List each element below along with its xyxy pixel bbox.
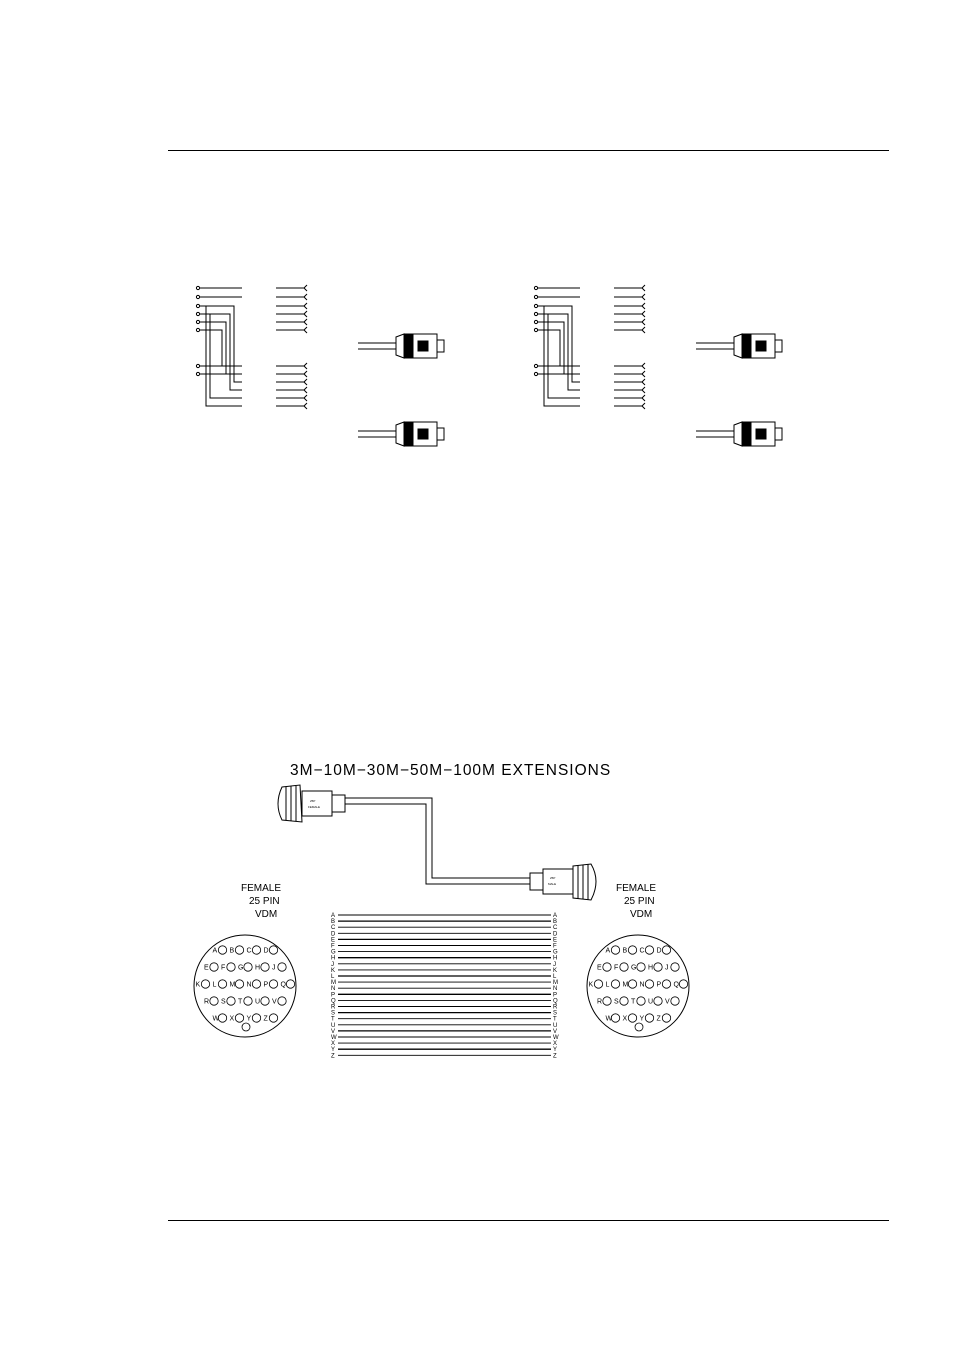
pin-socket (261, 963, 269, 971)
terminal-dot (196, 372, 199, 375)
wire-hook (642, 395, 645, 401)
cable-connector-left (278, 785, 345, 822)
wiring-schematic-right (534, 285, 782, 446)
left-connector-label-type: FEMALE (241, 883, 282, 894)
wire-label-left: Z (331, 1053, 335, 1060)
pin-label: T (631, 998, 636, 1006)
pin-socket (278, 963, 286, 971)
pin-label: Y (246, 1015, 252, 1023)
pin-socket (611, 1014, 619, 1022)
wire-hook (642, 379, 645, 385)
pin-socket (637, 997, 645, 1005)
wire-label-left: B (331, 919, 336, 926)
pin-label: N (246, 981, 252, 989)
pin-label: P (656, 981, 662, 989)
extension-diagram (194, 762, 689, 1059)
pin-socket (645, 1014, 653, 1022)
pin-label: X (229, 1015, 235, 1023)
pin-label: J (272, 964, 276, 972)
pin-label: E (597, 964, 602, 972)
plug-tip (437, 428, 444, 440)
pin-label: U (648, 998, 654, 1006)
pin-label: F (221, 964, 226, 972)
left-connector-label-name: VDM (255, 909, 278, 920)
wire-label-right: T (553, 1016, 557, 1023)
terminal-dot (534, 312, 537, 315)
pin-label: Z (263, 1015, 268, 1023)
extension-cable (345, 798, 530, 884)
wire-hook (304, 303, 307, 309)
pin-socket (210, 997, 218, 1005)
pin-label: C (639, 947, 645, 955)
wire-label-left: X (331, 1041, 336, 1048)
wire-label-right: W (553, 1035, 559, 1041)
terminal-dot (196, 304, 199, 307)
pin-socket (628, 980, 636, 988)
pin-label: W (212, 1015, 220, 1023)
pin-socket (235, 1014, 243, 1022)
wire-hook (642, 294, 645, 300)
wire-hook (304, 403, 307, 409)
pin-label: E (204, 964, 209, 972)
svg-text:25P: 25P (550, 876, 556, 880)
pin-label: B (229, 947, 235, 955)
pin-label: D (656, 947, 662, 955)
wiring-schematic-left (196, 285, 444, 446)
wire-label-left: S (331, 1010, 336, 1017)
pin-label: W (605, 1015, 613, 1023)
wire-hook (304, 379, 307, 385)
plug-latch (418, 429, 428, 439)
wire-hook (642, 403, 645, 409)
terminal-dot (534, 304, 537, 307)
pin-socket (278, 997, 286, 1005)
pin-socket-center (242, 1023, 250, 1031)
wire-label-left: P (331, 992, 336, 999)
pin-label: Y (639, 1015, 645, 1023)
wire-label-left: K (331, 967, 336, 974)
pin-socket (662, 980, 670, 988)
terminal-dot (196, 328, 199, 331)
plug-boot (396, 334, 404, 358)
wire-label-right: K (553, 967, 558, 974)
wire-label-left: A (331, 913, 336, 919)
plug-grip (404, 334, 413, 358)
plug-boot (734, 422, 742, 446)
pin-socket (611, 980, 619, 988)
pin-socket (201, 980, 209, 988)
pin-label: M (229, 981, 236, 989)
wire-label-right: U (553, 1022, 558, 1029)
pin-socket (645, 946, 653, 954)
wire-hook (304, 327, 307, 333)
pin-socket (252, 980, 260, 988)
wire-label-right: V (553, 1028, 558, 1035)
pin-socket (210, 963, 218, 971)
pin-label: H (648, 964, 654, 972)
svg-text:FEMALE: FEMALE (308, 805, 321, 809)
pin-label: A (605, 947, 611, 955)
wire-label-right: N (553, 986, 558, 993)
wire-hook (642, 285, 645, 291)
wire-hook (642, 371, 645, 377)
wire-label-right: F (553, 943, 557, 950)
pin-socket (679, 980, 687, 988)
wire-label-left: F (331, 943, 335, 950)
terminal-dot (534, 364, 537, 367)
wire-hook (304, 387, 307, 393)
wire-hook (642, 311, 645, 317)
wire-label-left: H (331, 955, 336, 962)
wire-label-right: J (553, 961, 556, 968)
pin-socket (269, 1014, 277, 1022)
wire-label-right: P (553, 992, 558, 999)
wire-label-left: D (331, 931, 336, 938)
wire-hook (304, 371, 307, 377)
pin-socket (269, 946, 277, 954)
wire-label-right: D (553, 931, 558, 938)
pin-socket (654, 963, 662, 971)
pin-socket (261, 997, 269, 1005)
pin-label: J (665, 964, 669, 972)
pin-socket (227, 963, 235, 971)
pin-socket (269, 980, 277, 988)
pin-socket (671, 997, 679, 1005)
terminal-dot (534, 295, 537, 298)
wire-label-right: M (553, 980, 558, 987)
pin-label: B (622, 947, 628, 955)
pin-socket (218, 1014, 226, 1022)
plug-grip (742, 422, 751, 446)
pin-socket (654, 997, 662, 1005)
pin-socket (662, 946, 670, 954)
plug-boot (734, 334, 742, 358)
plug-latch (418, 341, 428, 351)
wire-label-right: H (553, 955, 558, 962)
terminal-dot (534, 328, 537, 331)
svg-text:MALE: MALE (548, 882, 557, 886)
wire-label-right: X (553, 1041, 558, 1048)
pin-label: L (212, 981, 217, 989)
pin-label: Z (656, 1015, 661, 1023)
plug-tip (437, 340, 444, 352)
terminal-dot (196, 295, 199, 298)
pin-label: M (622, 981, 629, 989)
wire-hook (304, 319, 307, 325)
pin-socket (671, 963, 679, 971)
plug-grip (404, 422, 413, 446)
wire-label-right: E (553, 937, 558, 944)
terminal-dot (196, 364, 199, 367)
terminal-dot (534, 372, 537, 375)
wire-hook (642, 363, 645, 369)
connector-pin-face-right (587, 935, 689, 1037)
wire-hook (304, 395, 307, 401)
extension-title: 3M−10M−30M−50M−100M EXTENSIONS (290, 762, 612, 779)
pin-socket (235, 980, 243, 988)
plug-tip (775, 340, 782, 352)
wire-label-right: L (553, 974, 557, 980)
wire-hook (642, 319, 645, 325)
pin-label: V (665, 998, 670, 1006)
wire-label-left: N (331, 986, 336, 993)
plug-boot (396, 422, 404, 446)
terminal-dot (196, 312, 199, 315)
pin-socket (662, 1014, 670, 1022)
pin-socket (218, 946, 226, 954)
wire-label-left: V (331, 1028, 336, 1035)
pin-socket (645, 980, 653, 988)
pin-label: S (221, 998, 226, 1006)
pin-socket (244, 997, 252, 1005)
pin-label: S (614, 998, 619, 1006)
wire-label-right: R (553, 1004, 558, 1011)
pin-socket (252, 946, 260, 954)
right-connector-label-name: VDM (630, 909, 653, 920)
pin-label: P (263, 981, 269, 989)
wire-label-left: U (331, 1022, 336, 1029)
pin-socket (286, 980, 294, 988)
pin-socket (218, 980, 226, 988)
wire-route (206, 306, 242, 406)
terminal-dot (196, 320, 199, 323)
wire-label-left: J (331, 961, 334, 968)
wire-label-right: A (553, 913, 558, 919)
wire-label-right: Q (553, 998, 558, 1005)
pin-label: F (614, 964, 619, 972)
pin-socket (603, 963, 611, 971)
pin-socket (628, 946, 636, 954)
left-connector-label-pins: 25 PIN (249, 896, 280, 907)
plug-latch (756, 341, 766, 351)
pin-label: L (605, 981, 610, 989)
wire-label-left: G (331, 949, 336, 956)
terminal-dot (534, 320, 537, 323)
wire-hook (304, 363, 307, 369)
pin-label: K (588, 981, 594, 989)
svg-text:25P: 25P (310, 799, 316, 803)
wire-label-left: Y (331, 1047, 336, 1054)
pin-socket (252, 1014, 260, 1022)
pin-label: H (255, 964, 261, 972)
pin-socket (637, 963, 645, 971)
terminal-dot (534, 286, 537, 289)
terminal-dot (196, 286, 199, 289)
wire-label-left: E (331, 937, 336, 944)
cable-connector-right (530, 864, 596, 900)
pin-label: N (639, 981, 645, 989)
pin-label: Q (673, 981, 679, 989)
pin-socket (628, 1014, 636, 1022)
pin-label: X (622, 1015, 628, 1023)
connector-pin-face-left (194, 935, 296, 1037)
wire-label-right: G (553, 949, 558, 956)
pin-label: D (263, 947, 269, 955)
wire-label-left: T (331, 1016, 335, 1023)
pin-label: V (272, 998, 277, 1006)
pin-socket (235, 946, 243, 954)
wire-label-left: L (331, 974, 335, 980)
right-connector-label-pins: 25 PIN (624, 896, 655, 907)
wire-map (331, 913, 559, 1059)
plug-tip (775, 428, 782, 440)
pin-label: G (238, 964, 244, 972)
wire-label-left: M (331, 980, 336, 987)
pin-label: U (255, 998, 261, 1006)
pin-socket (611, 946, 619, 954)
pin-label: T (238, 998, 243, 1006)
pin-label: Q (280, 981, 286, 989)
pin-socket (594, 980, 602, 988)
pin-socket (227, 997, 235, 1005)
wire-route (544, 306, 580, 406)
pin-socket (603, 997, 611, 1005)
wire-label-right: B (553, 919, 558, 926)
pin-socket (620, 963, 628, 971)
wire-label-right: S (553, 1010, 558, 1017)
pin-label: A (212, 947, 218, 955)
pin-label: R (597, 998, 603, 1006)
wire-hook (642, 387, 645, 393)
wire-label-left: Q (331, 998, 336, 1005)
wire-label-left: C (331, 925, 336, 932)
pin-socket (244, 963, 252, 971)
pin-label: G (631, 964, 637, 972)
pin-label: R (204, 998, 210, 1006)
wire-label-left: W (331, 1035, 337, 1041)
pin-socket-center (635, 1023, 643, 1031)
wire-hook (304, 311, 307, 317)
pin-label: C (246, 947, 252, 955)
wire-label-left: R (331, 1004, 336, 1011)
pin-socket (620, 997, 628, 1005)
wire-hook (304, 294, 307, 300)
wire-hook (304, 285, 307, 291)
pin-label: K (195, 981, 201, 989)
wire-label-right: Z (553, 1053, 557, 1060)
wire-label-right: C (553, 925, 558, 932)
plug-latch (756, 429, 766, 439)
wire-hook (642, 303, 645, 309)
plug-grip (742, 334, 751, 358)
wire-label-right: Y (553, 1047, 558, 1054)
wire-hook (642, 327, 645, 333)
right-connector-label-type: FEMALE (616, 883, 657, 894)
